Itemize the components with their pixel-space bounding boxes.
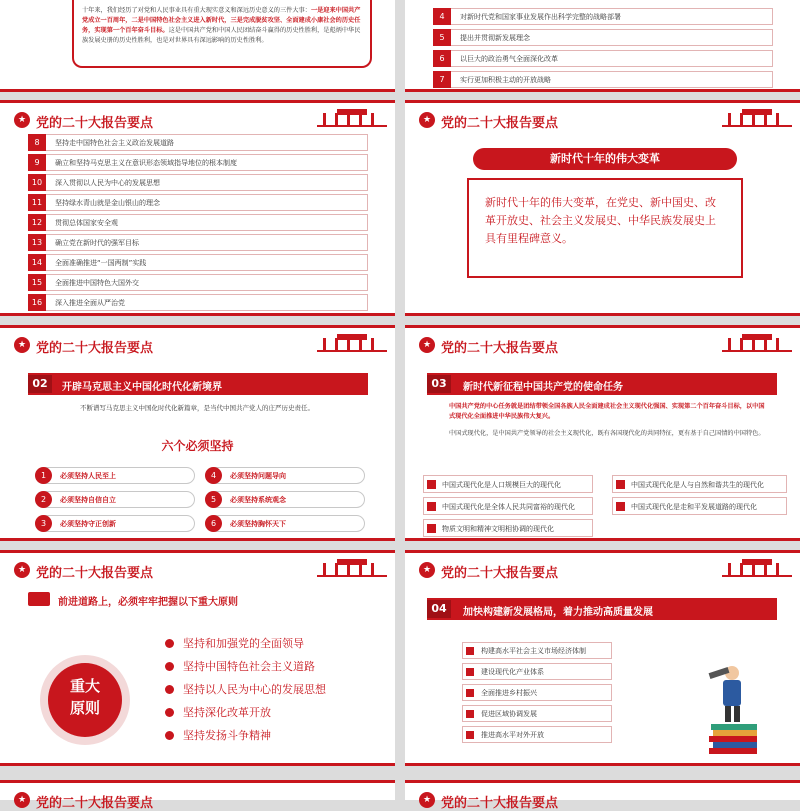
item-number: 7 [433, 71, 451, 88]
gate-icon [722, 109, 792, 127]
footer-bar [0, 538, 395, 541]
pointing-hand-icon [28, 592, 50, 606]
item-number: 9 [28, 154, 46, 171]
party-emblem-icon: ★ [14, 337, 30, 353]
feature-icon [616, 502, 625, 511]
principle-text: 坚持中国特色社会主义道路 [183, 660, 315, 673]
list-item [28, 214, 368, 231]
section-title: 加快构建新发展格局，着力推动高质量发展 [463, 607, 653, 618]
list-item [433, 50, 773, 67]
feature-text: 中国式现代化是走和平发展道路的现代化 [631, 503, 757, 511]
list-item [462, 684, 612, 701]
gate-icon [317, 559, 387, 577]
footer-bar [0, 89, 395, 92]
footer-bar [405, 89, 800, 92]
party-emblem-icon: ★ [14, 112, 30, 128]
pill-text: 必须坚持问题导向 [230, 472, 286, 480]
principle-text: 坚持发扬斗争精神 [183, 729, 271, 742]
party-emblem-icon: ★ [419, 562, 435, 578]
list-item [462, 705, 612, 722]
bullet-icon [165, 662, 174, 671]
slide-title: 党的二十大报告要点 [441, 796, 559, 811]
item-number: 16 [28, 294, 46, 311]
item-icon [466, 647, 474, 655]
list-item [462, 726, 612, 743]
feature-text: 中国式现代化是人口规模巨大的现代化 [442, 481, 561, 489]
feature-icon [427, 524, 436, 533]
slide-title: 党的二十大报告要点 [441, 116, 559, 131]
gate-icon [722, 334, 792, 352]
telescope-man-illustration [705, 660, 765, 760]
slide-header [0, 100, 395, 136]
slide-title: 党的二十大报告要点 [36, 796, 154, 811]
list-item [28, 154, 368, 171]
feature-tag [423, 497, 593, 515]
pill-number: 1 [35, 467, 52, 484]
list-item [28, 254, 368, 271]
party-emblem-icon: ★ [419, 112, 435, 128]
mission-text: 中国共产党的中心任务就是团结带领全国各族人民全面建成社会主义现代化强国、实现第二个百年奋斗目标，以中国式现代化全面推进中华民族伟大复兴。 [449, 403, 765, 420]
principle-pill [205, 467, 365, 484]
footer-bar [405, 763, 800, 766]
pill-number: 4 [205, 467, 222, 484]
slide-header [0, 325, 395, 361]
history-text-box [72, 0, 372, 68]
slide-header [405, 325, 800, 361]
slide-04 [405, 550, 800, 766]
footer-bar [0, 313, 395, 316]
feature-tag [423, 519, 593, 537]
item-text: 全面准确推进“一国两制”实践 [55, 259, 147, 267]
footer-bar [405, 313, 800, 316]
change-banner: 新时代十年的伟大变革 [473, 148, 737, 170]
feature-icon [427, 480, 436, 489]
pill-text: 必须坚持系统观念 [230, 496, 286, 504]
principle-item [165, 635, 385, 653]
bullet-icon [165, 731, 174, 740]
feature-tag [612, 475, 787, 493]
gate-icon [722, 559, 792, 577]
bullet-icon [165, 639, 174, 648]
pill-number: 6 [205, 515, 222, 532]
slide-top-left [0, 0, 395, 92]
list-item [28, 194, 368, 211]
feature-tag [612, 497, 787, 515]
party-emblem-icon: ★ [14, 562, 30, 578]
slide-header [405, 100, 800, 136]
item-text: 坚持绿水青山就是金山银山的理念 [55, 199, 160, 207]
section-title: 新时代新征程中国共产党的使命任务 [463, 382, 623, 393]
pill-text: 必须坚持守正创新 [60, 520, 116, 528]
item-number: 12 [28, 214, 46, 231]
slide-list [0, 100, 395, 316]
item-number: 4 [433, 8, 451, 25]
pill-number: 2 [35, 491, 52, 508]
slide-title: 党的二十大报告要点 [36, 341, 154, 356]
principles-heading: 前进道路上，必须牢牢把握以下重大原则 [58, 597, 238, 608]
item-icon [466, 668, 474, 676]
pill-number: 3 [35, 515, 52, 532]
list-item [28, 294, 368, 311]
item-number: 11 [28, 194, 46, 211]
item-text: 构建高水平社会主义市场经济体制 [481, 647, 586, 655]
item-text: 促进区域协调发展 [481, 710, 537, 718]
item-icon [466, 689, 474, 697]
list-item [433, 29, 773, 46]
gate-icon [317, 334, 387, 352]
slide-header [405, 780, 800, 811]
slide-bottom-right [405, 780, 800, 811]
slide-principles [0, 550, 395, 766]
gate-icon [317, 109, 387, 127]
pill-text: 必须坚持胸怀天下 [230, 520, 286, 528]
section-number: 02 [28, 375, 52, 393]
feature-text: 中国式现代化是全体人民共同富裕的现代化 [442, 503, 575, 511]
pill-text: 必须坚持自信自立 [60, 496, 116, 504]
principles-circle [48, 663, 122, 737]
footer-bar [0, 763, 395, 766]
pill-text: 必须坚持人民至上 [60, 472, 116, 480]
item-text: 对新时代党和国家事业发展作出科学完整的战略部署 [460, 13, 621, 21]
principle-text: 坚持深化改革开放 [183, 706, 271, 719]
paragraph-highlight: 一是迎来中国共产党成立一百周年，二是中国特色社会主义进入新时代，三是完成脱贫攻坚、全面建成小康社会的历史任务，实现第一个百年奋斗目标。 [82, 7, 361, 34]
item-text: 深入贯彻以人民为中心的发展思想 [55, 179, 160, 187]
bullet-icon [165, 685, 174, 694]
item-text: 贯彻总体国家安全观 [55, 219, 118, 227]
item-text: 确立和坚持马克思主义在意识形态领域指导地位的根本制度 [55, 159, 237, 167]
item-text: 建设现代化产业体系 [481, 668, 544, 676]
item-text: 推进高水平对外开放 [481, 731, 544, 739]
footer-bar [405, 538, 800, 541]
item-number: 5 [433, 29, 451, 46]
slide-top-right [405, 0, 800, 92]
principle-pill [205, 491, 365, 508]
definition-text: 中国式现代化，是中国共产党领导的社会主义现代化，既有各国现代化的共同特征，更有基于自己国情的中国特色。 [449, 430, 765, 437]
item-number: 8 [28, 134, 46, 151]
item-text: 坚持走中国特色社会主义政治发展道路 [55, 139, 174, 147]
principle-text: 坚持和加强党的全面领导 [183, 637, 304, 650]
feature-text: 中国式现代化是人与自然和谐共生的现代化 [631, 481, 764, 489]
principle-text: 坚持以人民为中心的发展思想 [183, 683, 326, 696]
item-icon [466, 710, 474, 718]
party-emblem-icon: ★ [419, 337, 435, 353]
list-item [433, 71, 773, 88]
principle-pill [35, 515, 195, 532]
section-number: 04 [427, 600, 451, 618]
section-desc: 不断谱写马克思主义中国化时代化新篇章，是当代中国共产党人的庄严历史责任。 [80, 404, 314, 412]
principle-item [165, 681, 385, 699]
principle-item [165, 658, 385, 676]
circle-line-2: 原则 [69, 699, 100, 717]
six-musts-title: 六个必须坚持 [161, 439, 234, 453]
list-item [28, 234, 368, 251]
item-text: 确立党在新时代的强军目标 [55, 239, 139, 247]
party-emblem-icon: ★ [14, 792, 30, 808]
slide-header [0, 780, 395, 811]
slide-header [0, 550, 395, 586]
slide-03 [405, 325, 800, 541]
item-text: 全面推进中国特色大国外交 [55, 279, 139, 287]
bullet-icon [165, 708, 174, 717]
item-number: 15 [28, 274, 46, 291]
list-item [462, 642, 612, 659]
principle-pill [35, 491, 195, 508]
item-number: 13 [28, 234, 46, 251]
pill-number: 5 [205, 491, 222, 508]
slide-great-change [405, 100, 800, 316]
list-item [28, 134, 368, 151]
item-number: 14 [28, 254, 46, 271]
section-title: 开辟马克思主义中国化时代化新境界 [62, 382, 222, 393]
feature-icon [616, 480, 625, 489]
slide-header [405, 550, 800, 586]
principle-pill [35, 467, 195, 484]
item-number: 6 [433, 50, 451, 67]
principle-item [165, 704, 385, 722]
item-icon [466, 731, 474, 739]
paragraph-tail: 这是中国共产党和中国人民团结奋斗赢得的历史性胜利，是彪炳中华民族发展史册的历史性胜利，也是对世界具有深远影响的历史性胜利。 [82, 27, 361, 44]
slide-title: 党的二十大报告要点 [36, 116, 154, 131]
item-text: 以巨大的政治勇气全面深化改革 [460, 55, 558, 63]
change-body: 新时代十年的伟大变革，在党史、新中国史、改革开放史、社会主义发展史、中华民族发展史上具有里程碑意义。 [467, 178, 743, 278]
item-text: 深入推进全面从严治党 [55, 299, 125, 307]
section-number: 03 [427, 375, 451, 393]
feature-tag [423, 475, 593, 493]
list-item [28, 274, 368, 291]
list-item [433, 8, 773, 25]
paragraph-lead: 十年来，我们经历了对党和人民事业具有重大现实意义和深远历史意义的三件大事： [82, 7, 311, 14]
item-text: 提出并贯彻新发展理念 [460, 34, 530, 42]
feature-icon [427, 502, 436, 511]
principle-pill [205, 515, 365, 532]
feature-text: 物质文明和精神文明相协调的现代化 [442, 525, 554, 533]
item-number: 10 [28, 174, 46, 191]
item-text: 实行更加积极主动的开放战略 [460, 76, 551, 84]
item-text: 全面推进乡村振兴 [481, 689, 537, 697]
slide-bottom-left [0, 780, 395, 811]
slide-title: 党的二十大报告要点 [36, 566, 154, 581]
slide-02 [0, 325, 395, 541]
principles-circle-outer [40, 655, 130, 745]
slide-title: 党的二十大报告要点 [441, 566, 559, 581]
circle-line-1: 重大 [69, 677, 100, 695]
slide-title: 党的二十大报告要点 [441, 341, 559, 356]
party-emblem-icon: ★ [419, 792, 435, 808]
principle-item [165, 727, 385, 745]
list-item [462, 663, 612, 680]
list-item [28, 174, 368, 191]
